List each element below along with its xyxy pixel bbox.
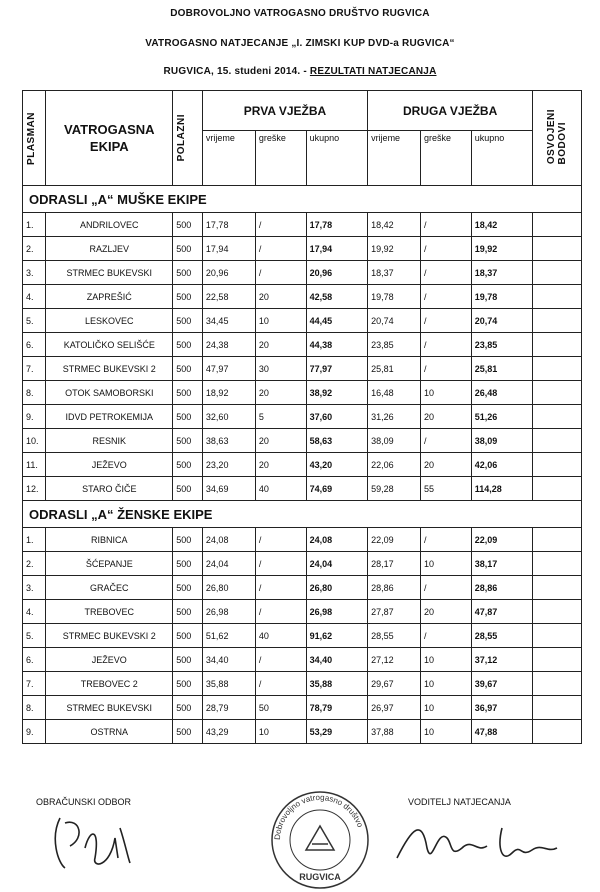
cell-place: 10.: [23, 429, 46, 453]
cell-u2: 19,78: [471, 285, 532, 309]
cell-e1: /: [255, 213, 306, 237]
cell-e1: 50: [255, 696, 306, 720]
section-header: [23, 501, 582, 528]
cell-u2: 28,55: [471, 624, 532, 648]
cell-start: 500: [173, 453, 203, 477]
cell-u1: 44,38: [306, 333, 367, 357]
organization-stamp: [268, 788, 372, 892]
cell-points: [533, 285, 582, 309]
cell-u1: 58,63: [306, 429, 367, 453]
cell-u1: 43,20: [306, 453, 367, 477]
cell-start: 500: [173, 672, 203, 696]
col-greske-1: greške: [255, 131, 306, 186]
table-row: [23, 429, 582, 453]
table-row: [23, 528, 582, 552]
col-vrijeme-1: vrijeme: [202, 131, 255, 186]
cell-points: [533, 672, 582, 696]
cell-u1: 77,97: [306, 357, 367, 381]
cell-u2: 26,48: [471, 381, 532, 405]
cell-t2: 18,37: [368, 261, 421, 285]
cell-u2: 47,88: [471, 720, 532, 744]
table-row: [23, 285, 582, 309]
cell-start: 500: [173, 237, 203, 261]
cell-t1: 34,40: [202, 648, 255, 672]
cell-t2: 29,67: [368, 672, 421, 696]
cell-e1: /: [255, 237, 306, 261]
cell-u2: 39,67: [471, 672, 532, 696]
cell-u1: 74,69: [306, 477, 367, 501]
cell-t1: 18,92: [202, 381, 255, 405]
cell-u2: 114,28: [471, 477, 532, 501]
cell-t2: 19,78: [368, 285, 421, 309]
cell-u1: 91,62: [306, 624, 367, 648]
col-vrijeme-2: vrijeme: [368, 131, 421, 186]
cell-t2: 16,48: [368, 381, 421, 405]
cell-u2: 38,09: [471, 429, 532, 453]
cell-u1: 35,88: [306, 672, 367, 696]
cell-u2: 42,06: [471, 453, 532, 477]
cell-u2: 38,17: [471, 552, 532, 576]
cell-t1: 26,98: [202, 600, 255, 624]
cell-points: [533, 309, 582, 333]
cell-t1: 32,60: [202, 405, 255, 429]
cell-start: 500: [173, 405, 203, 429]
stamp-text: Dobrovoljno vatrogasno društvo: [272, 792, 365, 841]
cell-points: [533, 357, 582, 381]
cell-e2: 55: [420, 477, 471, 501]
cell-points: [533, 213, 582, 237]
cell-place: 4.: [23, 285, 46, 309]
cell-u2: 20,74: [471, 309, 532, 333]
cell-e1: 20: [255, 285, 306, 309]
cell-e1: /: [255, 528, 306, 552]
cell-e2: /: [420, 624, 471, 648]
table-row: [23, 552, 582, 576]
cell-start: 500: [173, 624, 203, 648]
cell-e1: 10: [255, 720, 306, 744]
cell-place: 1.: [23, 213, 46, 237]
cell-u2: 36,97: [471, 696, 532, 720]
table-row: [23, 381, 582, 405]
cell-team: OSTRNA: [46, 720, 173, 744]
cell-t2: 37,88: [368, 720, 421, 744]
cell-team: RAZLJEV: [46, 237, 173, 261]
cell-e2: 10: [420, 672, 471, 696]
cell-e2: /: [420, 285, 471, 309]
cell-points: [533, 453, 582, 477]
cell-points: [533, 381, 582, 405]
cell-t2: 59,28: [368, 477, 421, 501]
cell-t1: 51,62: [202, 624, 255, 648]
cell-u2: 51,26: [471, 405, 532, 429]
cell-u1: 34,40: [306, 648, 367, 672]
cell-t1: 23,20: [202, 453, 255, 477]
cell-points: [533, 720, 582, 744]
svg-text:Dobrovoljno vatrogasno društvo: [273, 793, 365, 840]
cell-e1: 20: [255, 381, 306, 405]
cell-u2: 19,92: [471, 237, 532, 261]
cell-start: 500: [173, 696, 203, 720]
cell-team: STRMEC BUKEVSKI 2: [46, 624, 173, 648]
cell-team: ANDRILOVEC: [46, 213, 173, 237]
cell-t1: 38,63: [202, 429, 255, 453]
cell-e2: 20: [420, 453, 471, 477]
cell-points: [533, 237, 582, 261]
cell-e2: 20: [420, 600, 471, 624]
cell-t1: 20,96: [202, 261, 255, 285]
cell-start: 500: [173, 381, 203, 405]
cell-team: ŠĆEPANJE: [46, 552, 173, 576]
col-ukupno-1: ukupno: [306, 131, 367, 186]
table-row: [23, 672, 582, 696]
cell-t1: 24,08: [202, 528, 255, 552]
table-row: [23, 576, 582, 600]
cell-place: 8.: [23, 696, 46, 720]
cell-e1: /: [255, 600, 306, 624]
cell-t1: 34,45: [202, 309, 255, 333]
cell-team: RESNIK: [46, 429, 173, 453]
cell-points: [533, 648, 582, 672]
cell-e1: 30: [255, 357, 306, 381]
cell-t1: 47,97: [202, 357, 255, 381]
cell-t2: 31,26: [368, 405, 421, 429]
table-row: [23, 453, 582, 477]
cell-start: 500: [173, 213, 203, 237]
col-osvojeni-bodovi: OSVOJENIBODOVI: [533, 91, 582, 186]
cell-place: 9.: [23, 405, 46, 429]
cell-e2: /: [420, 576, 471, 600]
table-row: [23, 309, 582, 333]
cell-team: KATOLIČKO SELIŠĆE: [46, 333, 173, 357]
cell-place: 11.: [23, 453, 46, 477]
cell-points: [533, 696, 582, 720]
cell-e2: 10: [420, 381, 471, 405]
cell-u1: 26,80: [306, 576, 367, 600]
cell-team: JEŽEVO: [46, 453, 173, 477]
cell-t2: 22,09: [368, 528, 421, 552]
cell-e2: 10: [420, 720, 471, 744]
cell-team: TREBOVEC 2: [46, 672, 173, 696]
cell-t1: 35,88: [202, 672, 255, 696]
cell-t1: 17,78: [202, 213, 255, 237]
cell-points: [533, 477, 582, 501]
cell-u2: 18,37: [471, 261, 532, 285]
cell-u1: 17,78: [306, 213, 367, 237]
table-row: [23, 696, 582, 720]
cell-team: JEŽEVO: [46, 648, 173, 672]
cell-e2: /: [420, 213, 471, 237]
table-row: [23, 405, 582, 429]
cell-u1: 20,96: [306, 261, 367, 285]
committee-signature: [40, 808, 140, 878]
col-greske-2: greške: [420, 131, 471, 186]
cell-t2: 19,92: [368, 237, 421, 261]
cell-place: 5.: [23, 624, 46, 648]
cell-t1: 24,38: [202, 333, 255, 357]
table-row: [23, 600, 582, 624]
cell-t2: 28,55: [368, 624, 421, 648]
cell-start: 500: [173, 648, 203, 672]
cell-place: 6.: [23, 648, 46, 672]
org-title: DOBROVOLJNO VATROGASNO DRUŠTVO RUGVICA: [170, 8, 430, 19]
cell-e2: /: [420, 333, 471, 357]
cell-e2: /: [420, 528, 471, 552]
cell-e2: 10: [420, 696, 471, 720]
cell-e2: /: [420, 429, 471, 453]
cell-place: 2.: [23, 552, 46, 576]
cell-points: [533, 552, 582, 576]
cell-team: OTOK SAMOBORSKI: [46, 381, 173, 405]
cell-t2: 23,85: [368, 333, 421, 357]
cell-e1: 20: [255, 333, 306, 357]
scoring-committee-label: OBRAČUNSKI ODBOR: [36, 797, 132, 807]
cell-points: [533, 576, 582, 600]
cell-u1: 37,60: [306, 405, 367, 429]
cell-start: 500: [173, 720, 203, 744]
cell-team: GRAČEC: [46, 576, 173, 600]
cell-e1: /: [255, 576, 306, 600]
cell-u1: 38,92: [306, 381, 367, 405]
cell-t2: 18,42: [368, 213, 421, 237]
section-title: ODRASLI „A“ ŽENSKE EKIPE: [23, 501, 582, 528]
cell-place: 9.: [23, 720, 46, 744]
cell-start: 500: [173, 333, 203, 357]
cell-points: [533, 600, 582, 624]
cell-team: STRMEC BUKEVSKI 2: [46, 357, 173, 381]
table-row: [23, 648, 582, 672]
leader-signature: [392, 808, 572, 878]
cell-team: TREBOVEC: [46, 600, 173, 624]
col-ukupno-2: ukupno: [471, 131, 532, 186]
cell-place: 7.: [23, 357, 46, 381]
cell-points: [533, 528, 582, 552]
cell-e1: /: [255, 648, 306, 672]
cell-place: 1.: [23, 528, 46, 552]
cell-t1: 28,79: [202, 696, 255, 720]
cell-u1: 44,45: [306, 309, 367, 333]
stamp-city: RUGVICA: [299, 872, 341, 882]
cell-e1: /: [255, 552, 306, 576]
cell-e2: 10: [420, 552, 471, 576]
cell-t1: 43,29: [202, 720, 255, 744]
cell-team: STRMEC BUKEVSKI: [46, 696, 173, 720]
table-row: [23, 720, 582, 744]
cell-team: STRMEC BUKEVSKI: [46, 261, 173, 285]
cell-u2: 23,85: [471, 333, 532, 357]
cell-team: RIBNICA: [46, 528, 173, 552]
cell-start: 500: [173, 309, 203, 333]
table-row: [23, 624, 582, 648]
cell-start: 500: [173, 528, 203, 552]
cell-points: [533, 624, 582, 648]
cell-place: 3.: [23, 576, 46, 600]
cell-start: 500: [173, 576, 203, 600]
cell-u2: 22,09: [471, 528, 532, 552]
cell-points: [533, 405, 582, 429]
cell-e1: 40: [255, 477, 306, 501]
table-row: [23, 213, 582, 237]
cell-place: 4.: [23, 600, 46, 624]
table-row: [23, 477, 582, 501]
cell-place: 6.: [23, 333, 46, 357]
cell-start: 500: [173, 357, 203, 381]
cell-u1: 53,29: [306, 720, 367, 744]
cell-t1: 17,94: [202, 237, 255, 261]
cell-t2: 28,86: [368, 576, 421, 600]
cell-e2: /: [420, 261, 471, 285]
cell-u1: 26,98: [306, 600, 367, 624]
cell-start: 500: [173, 285, 203, 309]
date-location: RUGVICA, 15. studeni 2014. -: [163, 66, 310, 77]
cell-team: ZAPREŠIĆ: [46, 285, 173, 309]
section-title: ODRASLI „A“ MUŠKE EKIPE: [23, 186, 582, 213]
col-ekipa: VATROGASNA EKIPA: [46, 91, 173, 186]
cell-e1: /: [255, 261, 306, 285]
cell-t2: 20,74: [368, 309, 421, 333]
cell-t2: 28,17: [368, 552, 421, 576]
cell-t2: 27,87: [368, 600, 421, 624]
cell-start: 500: [173, 552, 203, 576]
cell-e1: 10: [255, 309, 306, 333]
cell-e1: /: [255, 672, 306, 696]
results-table: [22, 90, 582, 744]
cell-place: 5.: [23, 309, 46, 333]
col-plasman: PLASMAN: [23, 91, 46, 186]
table-row: [23, 237, 582, 261]
cell-e2: 20: [420, 405, 471, 429]
cell-u2: 37,12: [471, 648, 532, 672]
table-row: [23, 357, 582, 381]
cell-u1: 42,58: [306, 285, 367, 309]
competition-leader-label: VODITELJ NATJECANJA: [408, 797, 511, 807]
cell-e1: 20: [255, 453, 306, 477]
cell-place: 8.: [23, 381, 46, 405]
cell-u2: 47,87: [471, 600, 532, 624]
cell-start: 500: [173, 429, 203, 453]
cell-u1: 17,94: [306, 237, 367, 261]
cell-points: [533, 429, 582, 453]
cell-t2: 26,97: [368, 696, 421, 720]
col-druga-vjezba: DRUGA VJEŽBA: [368, 91, 533, 131]
cell-e1: 40: [255, 624, 306, 648]
cell-u2: 25,81: [471, 357, 532, 381]
cell-points: [533, 333, 582, 357]
cell-t1: 34,69: [202, 477, 255, 501]
cell-t2: 22,06: [368, 453, 421, 477]
cell-t1: 26,80: [202, 576, 255, 600]
cell-u1: 78,79: [306, 696, 367, 720]
cell-t2: 38,09: [368, 429, 421, 453]
cell-u2: 18,42: [471, 213, 532, 237]
cell-place: 3.: [23, 261, 46, 285]
cell-team: IDVD PETROKEMIJA: [46, 405, 173, 429]
col-prva-vjezba: PRVA VJEŽBA: [202, 91, 367, 131]
cell-team: STARO ČIČE: [46, 477, 173, 501]
cell-place: 7.: [23, 672, 46, 696]
cell-points: [533, 261, 582, 285]
cell-place: 12.: [23, 477, 46, 501]
cell-e2: 10: [420, 648, 471, 672]
event-title: VATROGASNO NATJECANJE „I. ZIMSKI KUP DVD-a RUGVICA“: [145, 38, 455, 49]
cell-e2: /: [420, 357, 471, 381]
table-row: [23, 261, 582, 285]
cell-t1: 22,58: [202, 285, 255, 309]
cell-t2: 25,81: [368, 357, 421, 381]
col-polazni: POLAZNI: [173, 91, 203, 186]
results-label: REZULTATI NATJECANJA: [309, 66, 437, 77]
cell-e1: 20: [255, 429, 306, 453]
cell-t2: 27,12: [368, 648, 421, 672]
cell-e2: /: [420, 309, 471, 333]
section-header: [23, 186, 582, 213]
cell-u1: 24,04: [306, 552, 367, 576]
cell-t1: 24,04: [202, 552, 255, 576]
table-row: [23, 333, 582, 357]
cell-e2: /: [420, 237, 471, 261]
results-heading: [0, 66, 600, 77]
cell-start: 500: [173, 600, 203, 624]
cell-start: 500: [173, 477, 203, 501]
cell-place: 2.: [23, 237, 46, 261]
cell-team: LESKOVEC: [46, 309, 173, 333]
cell-u2: 28,86: [471, 576, 532, 600]
cell-start: 500: [173, 261, 203, 285]
cell-u1: 24,08: [306, 528, 367, 552]
cell-e1: 5: [255, 405, 306, 429]
